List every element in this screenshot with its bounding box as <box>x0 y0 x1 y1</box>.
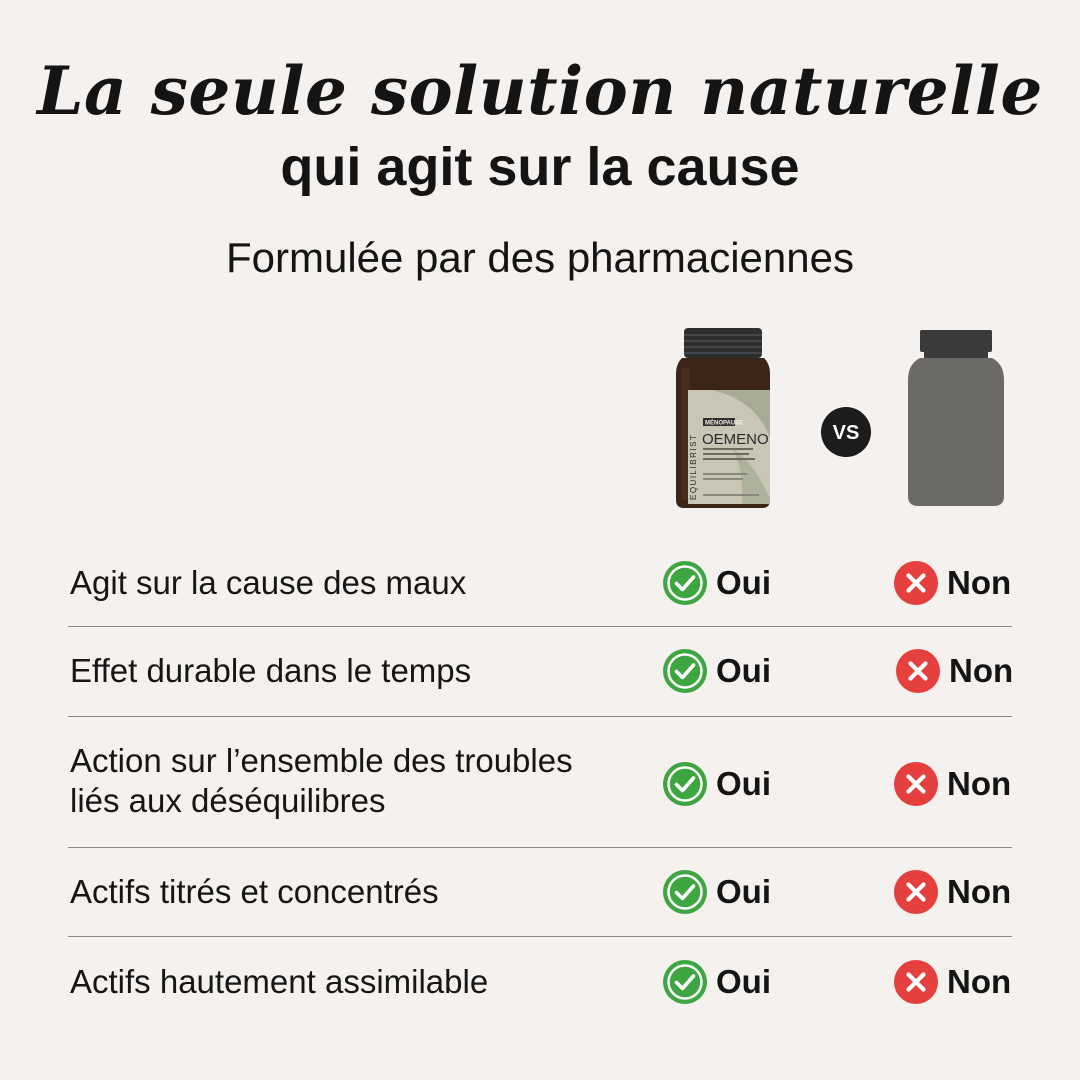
no-label: Non <box>947 765 1012 802</box>
row-divider <box>68 716 1012 717</box>
generic-bottle-image <box>906 330 1006 508</box>
cross-icon <box>893 959 939 1005</box>
row-label-line: Effet durable dans le temps <box>70 652 472 689</box>
comparison-row-label <box>70 563 650 603</box>
row-divider <box>68 847 1012 848</box>
check-icon <box>662 648 708 694</box>
cross-icon <box>893 560 939 606</box>
cross-icon <box>893 761 939 807</box>
product-jar-image <box>672 328 774 510</box>
yes-label: Oui <box>716 873 771 910</box>
yes-label: Oui <box>716 963 771 1000</box>
comparison-row-label <box>70 651 650 691</box>
no-cell <box>893 761 1011 807</box>
check-icon <box>662 560 708 606</box>
row-label-line: Agit sur la cause des maux <box>70 564 467 601</box>
vs-badge <box>821 407 871 457</box>
vs-text: VS <box>832 422 860 444</box>
check-icon <box>662 761 708 807</box>
no-cell <box>893 869 1011 915</box>
row-divider <box>68 936 1012 937</box>
no-label: Non <box>947 873 1012 910</box>
no-cell <box>893 560 1011 606</box>
comparison-row-label <box>70 962 650 1002</box>
yes-cell <box>662 648 771 694</box>
check-icon <box>662 959 708 1005</box>
comparison-row-label <box>70 872 650 912</box>
yes-cell <box>662 959 771 1005</box>
product-name-text: OEMENO <box>702 431 769 448</box>
row-label-line: Actifs titrés et concentrés <box>70 873 439 910</box>
yes-cell <box>662 869 771 915</box>
yes-label: Oui <box>716 564 771 601</box>
comparison-row-label <box>70 741 650 821</box>
check-icon <box>662 869 708 915</box>
yes-cell <box>662 761 771 807</box>
yes-label: Oui <box>716 652 771 689</box>
yes-label: Oui <box>716 765 771 802</box>
subheadline: qui agit sur la cause <box>280 137 800 197</box>
row-label-line: Action sur l’ensemble des troubles <box>70 742 573 779</box>
tagline: Formulée par des pharmaciennes <box>226 234 854 281</box>
no-cell <box>895 648 1013 694</box>
no-label: Non <box>947 963 1012 1000</box>
row-label-line: liés aux déséquilibres <box>70 782 386 819</box>
product-brand-text: EQUILIBRIST <box>689 433 698 500</box>
cross-icon <box>895 648 941 694</box>
no-label: Non <box>949 652 1014 689</box>
no-cell <box>893 959 1011 1005</box>
cross-icon <box>893 869 939 915</box>
row-divider <box>68 626 1012 627</box>
yes-cell <box>662 560 771 606</box>
headline: La seule solution naturelle <box>37 52 1043 130</box>
product-badge-text: MÉNOPAUSE <box>705 420 744 427</box>
row-label-line: Actifs hautement assimilable <box>70 963 489 1000</box>
no-label: Non <box>947 564 1012 601</box>
